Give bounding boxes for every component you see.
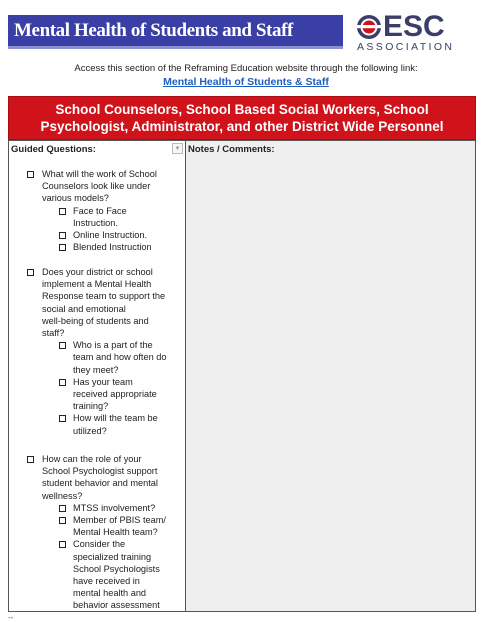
question-text-line: specialized training (73, 551, 152, 562)
question-text-line: What will the work of School (42, 169, 157, 179)
question-text-line: How can the role of your (42, 454, 142, 464)
question-text-line: Mental Health team? (73, 527, 158, 538)
section-header-text (22, 101, 462, 135)
checkbox-icon[interactable] (59, 541, 66, 548)
question-text-line: team and how often do (73, 352, 167, 363)
question-text-line: Online Instruction. (73, 230, 148, 240)
question-text-line: wellness? (42, 490, 83, 501)
logo-text: ESC (383, 10, 445, 43)
checkbox-icon[interactable] (59, 517, 66, 524)
questions-table (8, 140, 476, 612)
guided-questions-column (9, 141, 186, 611)
section-link[interactable]: Mental Health of Students & Staff (163, 76, 329, 88)
question-text-line: various models? (42, 193, 109, 204)
guided-questions-header: Guided Questions: (11, 144, 96, 155)
section-header-line1: School Counselors, School Based Social Workers, School (55, 102, 429, 117)
section-header-line2: Psychologist, Administrator, and other District Wide Personnel (40, 119, 444, 134)
question-text-line: have received in (73, 576, 140, 586)
question-text-line: Member of PBIS team/ (73, 515, 166, 525)
question-text-line: Response team to support the (42, 291, 166, 302)
logo-subtext: ASSOCIATION (357, 41, 455, 53)
question-text-line: utilized? (73, 425, 107, 436)
question-text-line: behavior assessment (73, 600, 160, 611)
notes-column[interactable] (186, 141, 475, 611)
question-text-line: School Psychologists (73, 563, 160, 574)
checkbox-icon[interactable] (59, 244, 66, 251)
question-text-line: Consider the (73, 539, 126, 550)
checkbox-icon[interactable] (59, 415, 66, 422)
question-text-line: staff? (42, 328, 65, 338)
checkbox-icon[interactable] (59, 379, 66, 386)
question-text-line: training? (73, 401, 109, 412)
checkbox-icon[interactable] (27, 171, 34, 178)
checkbox-icon[interactable] (27, 269, 34, 276)
question-text-line: MTSS involvement? (73, 502, 156, 513)
question-text-line: well-being of students and (42, 315, 149, 326)
question-text-line: social and emotional (42, 303, 126, 314)
logo-circle-icon (356, 14, 384, 42)
checkbox-icon[interactable] (59, 505, 66, 512)
esc-association-logo (356, 10, 474, 53)
filter-dropdown-icon[interactable]: ▼ (172, 143, 183, 154)
question-text-line: Instruction. (73, 217, 118, 228)
access-text: Access this section of the Reframing Education website through the following link: (74, 63, 418, 74)
title-banner (8, 15, 343, 49)
checkbox-icon[interactable] (59, 208, 66, 215)
question-text-line: How will the team be (73, 413, 158, 424)
checkbox-icon[interactable] (59, 342, 66, 349)
question-text-line: Has your team (73, 376, 133, 387)
page-title: Mental Health of Students and Staff (14, 20, 293, 41)
question-text-line: Who is a part of the (73, 340, 153, 351)
footer-mark: -- (8, 613, 14, 622)
section-header (8, 96, 476, 140)
question-text-line: mental health and (73, 588, 147, 599)
question-text-line: Blended Instruction (73, 242, 152, 253)
question-text-line: Does your district or school (42, 267, 153, 277)
question-text-line: student behavior and mental (42, 478, 158, 489)
checkbox-icon[interactable] (59, 232, 66, 239)
checkbox-icon[interactable] (27, 456, 34, 463)
question-text-line: Face to Face (73, 205, 127, 216)
question-text-line: Counselors look like under (42, 181, 151, 192)
question-text-line: School Psychologist support (42, 466, 158, 477)
question-text-line: received appropriate (73, 389, 157, 399)
notes-header: Notes / Comments: (188, 144, 275, 155)
question-text-line: implement a Mental Health (42, 279, 152, 290)
question-text-line: they meet? (73, 364, 119, 375)
